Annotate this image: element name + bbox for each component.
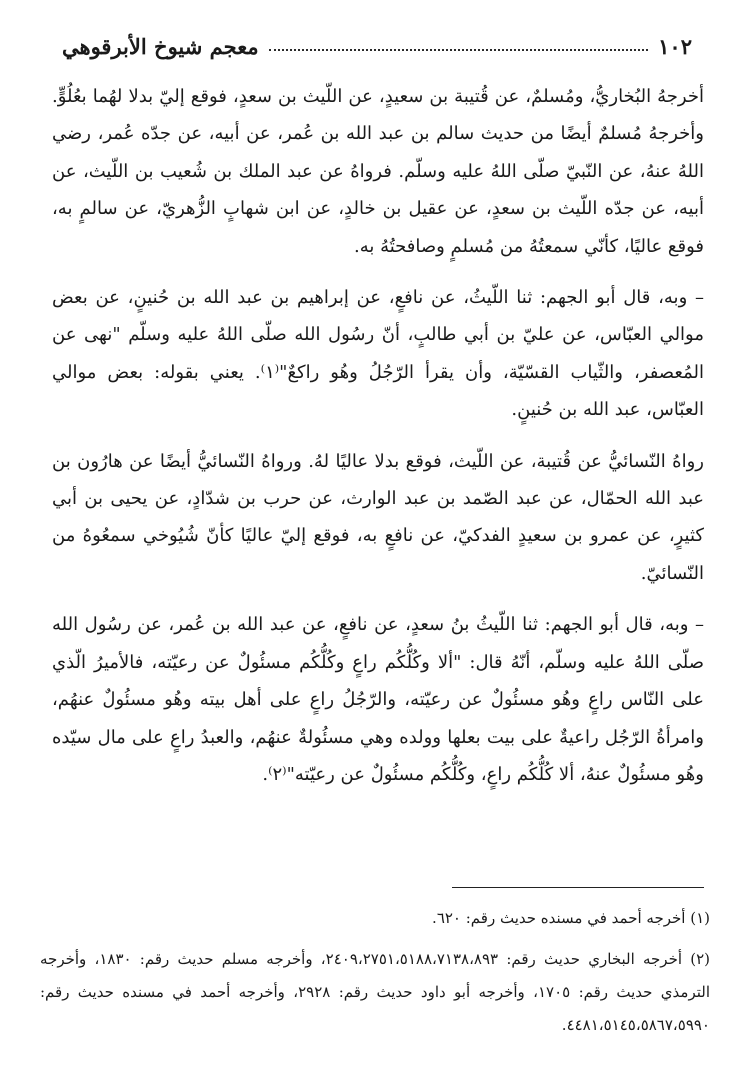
footnote-2: (٢) أخرجه البخاري حديث رقم: ٢٤٠٩،٢٧٥١،٥١٨٨،٧١٣٨،٨٩٣، وأخرجه مسلم حديث رقم: ١٨٣٠، وأخرجه الترمذي حديث رقم: ١٧٠٥، وأخرجه أبو داود حديث رقم: ٢٩٢٨، وأخرجه أحمد في مسنده حديث رقم: ٤٤٨١،٥١٤٥،٥٨٦٧،٥٩٩٠.: [40, 950, 711, 1034]
running-head: [62, 30, 692, 62]
paragraph-takhrij-bukhari-muslim: أخرجهُ البُخاريُّ، ومُسلمٌ، عن قُتيبة بن سعيدٍ، عن اللّيث بن سعدٍ، فوقع إليّ بدلا لهُما بعُلُوٍّ. وأخرجهُ مُسلمٌ أيضًا من حديث سالم بن عبد الله بن عُمر، عن أبيه، عن جدّه عُمر، رضي اللهُ عنهُ، عن النّبيّ صلّى اللهُ عليه وسلّم. فرواهُ عن عبد الملك بن شُعيب بن اللّيث، عن أبيه، عن جدّه اللّيث بن سعدٍ، عن عقيل بن خالدٍ، عن ابن شهابٍ الزُّهريّ، عن سالمٍ به، فوقع عاليًا، كأنّي سمعتُهُ من مُسلمٍ وصافحتُهُ به.: [52, 86, 704, 257]
footnotes: [40, 902, 710, 1050]
body-text: [52, 78, 704, 807]
footnote-1: (١) أخرجه أحمد في مسنده حديث رقم: ٦٢٠.: [432, 909, 710, 927]
footnote-separator: [452, 887, 704, 888]
header-dotted-leader: [269, 49, 649, 51]
page-number: ١٠٢: [658, 33, 692, 59]
paragraph-hadith-muasfar: – وبه، قال أبو الجهم: ثنا اللّيثُ، عن نافعٍ، عن إبراهيم بن عبد الله بن حُنينٍ، عن بعض موالي العبّاس، عن عليّ بن أبي طالبٍ، أنّ رسُول الله صلّى اللهُ عليه وسلّم "نهى عن المُعصفر، والثّياب القسّيّة، وأن يقرأ الرّجُلُ وهُو راكعٌ"⁽١⁾. يعني بقوله: بعض موالي العبّاس، عبد الله بن حُنينٍ.: [52, 287, 704, 421]
book-title: معجم شيوخ الأبرقوهي: [62, 33, 259, 59]
paragraph-takhrij-nasai: رواهُ النّسائيُّ عن قُتيبة، عن اللّيث، فوقع بدلا عاليًا لهُ. ورواهُ النّسائيُّ أيضًا عن هارُون بن عبد الله الحمّال، عن عبد الصّمد بن عبد الوارث، عن حرب بن شدّادٍ، عن يحيى بن أبي كثيرٍ، عن عمرو بن سعيدٍ الفدكيّ، عن نافعٍ به، فوقع إليّ عاليًا كأنّ شُيُوخي سمعُوهُ من النّسائيّ.: [52, 450, 704, 584]
paragraph-hadith-kullukum-ra: – وبه، قال أبو الجهم: ثنا اللّيثُ بنُ سعدٍ، عن نافعٍ، عن عبد الله بن عُمر، عن رسُول الله صلّى اللهُ عليه وسلّم، أنّهُ قال: "ألا وكُلُّكُم راعٍ وكُلُّكُم مسئُولٌ عن رعيّته، فالأميرُ الّذي على النّاس راعٍ وهُو مسئُولٌ عن رعيّته، والرّجُلُ راعٍ على أهل بيته وهُو مسئُولٌ عنهُم، وامرأةُ الرّجُل راعيةٌ على بيت بعلها وولده وهي مسئُولةٌ عنهُم، والعبدُ راعٍ على مال سيّده وهُو مسئُولٌ عنهُ، ألا كُلُّكُم راعٍ، وكُلُّكُم مسئُولٌ عن رعيّته"⁽٢⁾.: [52, 614, 704, 785]
